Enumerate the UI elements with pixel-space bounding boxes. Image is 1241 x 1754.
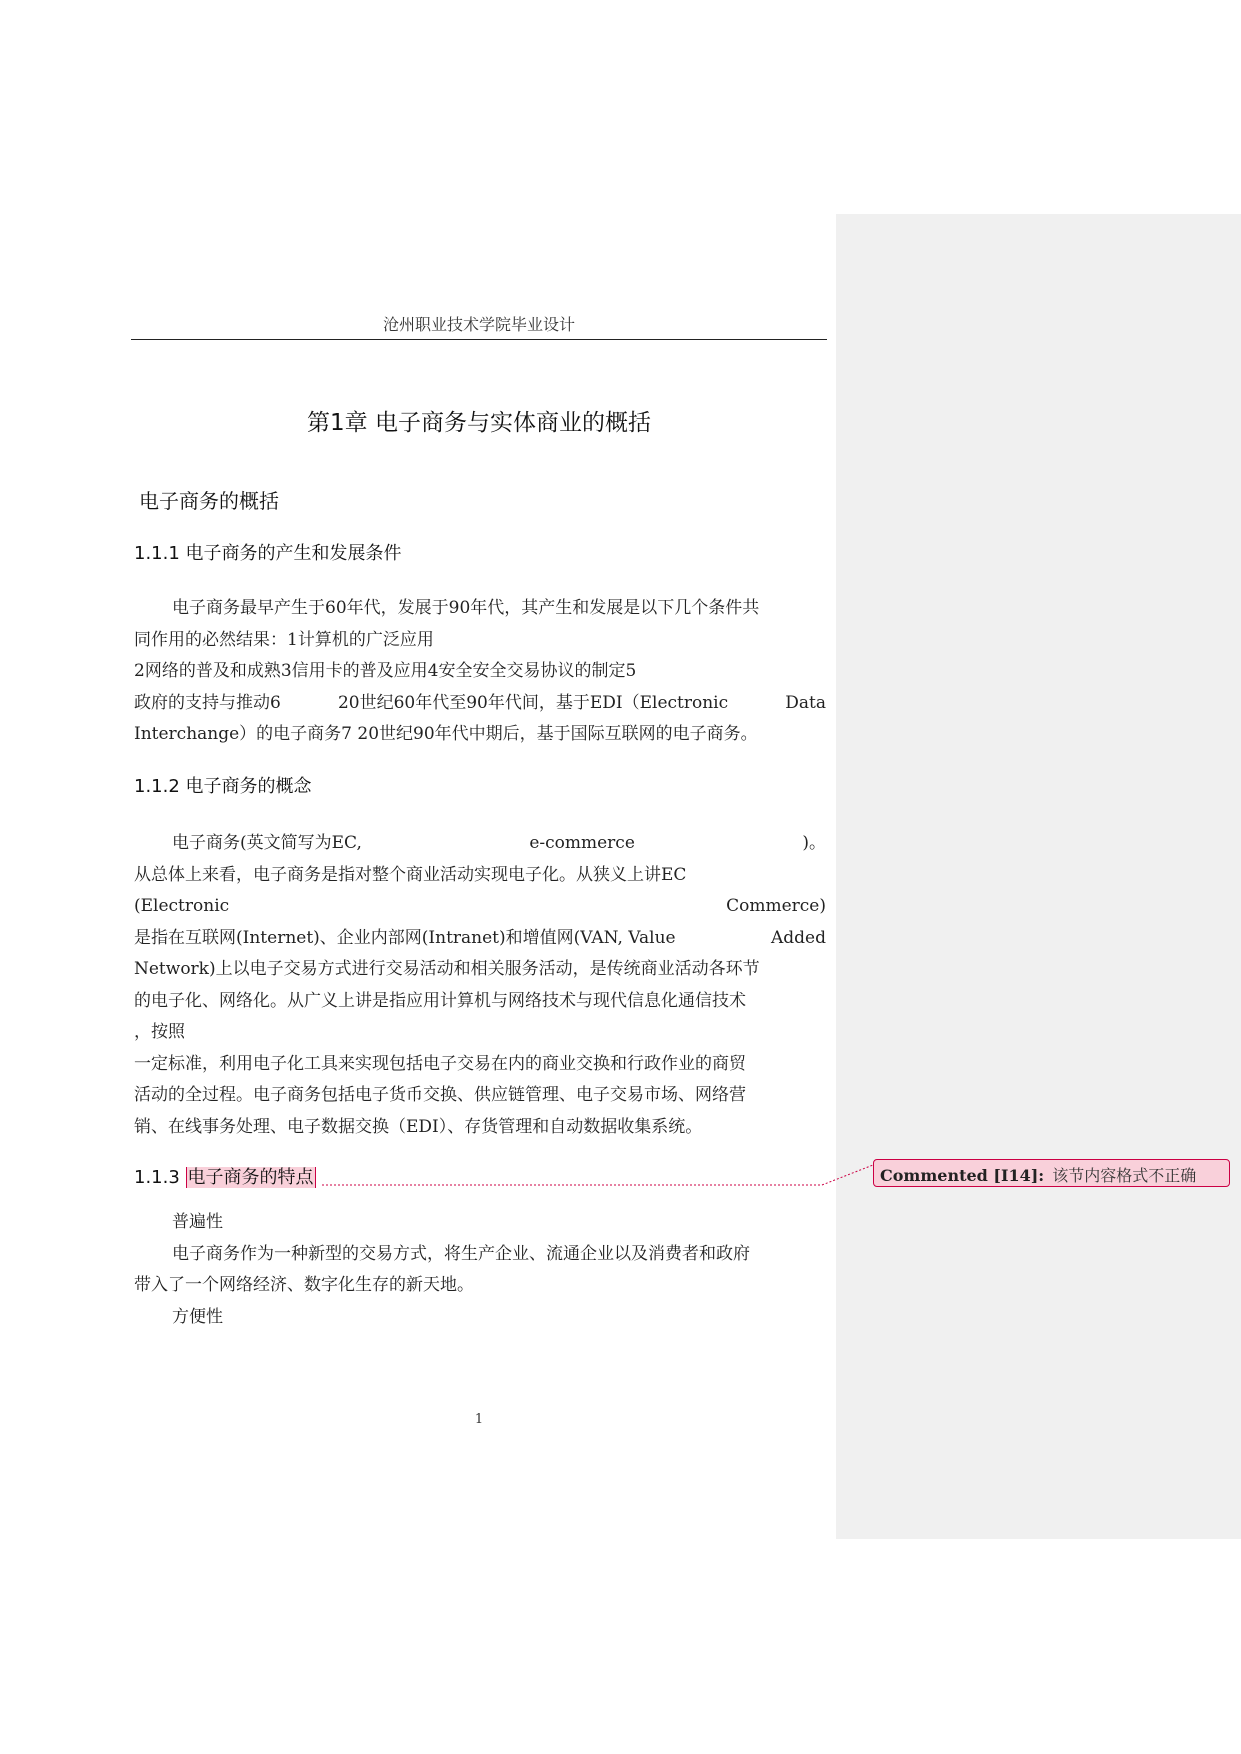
text-line: 普遍性 <box>172 1212 223 1232</box>
text-line: Interchange）的电子商务7 20世纪90年代中期后，基于国际互联网的电子商务。 <box>134 724 758 744</box>
text-line <box>134 891 826 923</box>
text-segment: (Electronic <box>134 896 230 916</box>
comment-text: 该节内容格式不正确 <box>1052 1166 1197 1185</box>
paragraph-conditions <box>134 593 826 751</box>
paragraph-features <box>134 1207 826 1333</box>
text-segment: Added <box>771 927 826 948</box>
comment-markup-pane <box>836 214 1241 1539</box>
text-segment: Commerce) <box>726 896 826 916</box>
comment-label: Commented [I14]: <box>880 1166 1045 1185</box>
section-title: 电子商务的概括 <box>139 489 279 513</box>
paragraph-concept <box>134 828 826 1143</box>
text-line: 带入了一个网络经济、数字化生存的新天地。 <box>134 1275 474 1295</box>
text-line: 2网络的普及和成熟3信用卡的普及应用4安全安全交易协议的制定5 <box>134 661 637 681</box>
text-line <box>134 688 826 720</box>
subsection-title-1-1-2: 1.1.2 电子商务的概念 <box>134 776 312 797</box>
text-line: Network)上以电子交易方式进行交易活动和相关服务活动，是传统商业活动各环节 <box>134 959 760 979</box>
chapter-title: 第1章 电子商务与实体商业的概括 <box>307 410 651 436</box>
text-line: 电子商务作为一种新型的交易方式，将生产企业、流通企业以及消费者和政府 <box>172 1243 750 1264</box>
text-segment: 电子商务(英文简写为EC, <box>172 833 362 853</box>
text-line <box>134 923 826 955</box>
comment-balloon[interactable] <box>873 1159 1230 1187</box>
subsection-title-1-1-1: 1.1.1 电子商务的产生和发展条件 <box>134 543 402 564</box>
text-segment: )。 <box>802 833 826 853</box>
text-segment: 20世纪60年代至90年代间，基于EDI（Electronic <box>337 692 729 713</box>
text-segment: 是指在互联网(Internet)、企业内部网(Intranet)和增值网(VAN, Value <box>134 927 676 948</box>
page-number: 1 <box>474 1412 484 1427</box>
text-line <box>134 828 826 860</box>
text-line: 方便性 <box>172 1306 223 1327</box>
commented-text-highlight[interactable]: 电子商务的特点 <box>187 1167 314 1188</box>
text-line: 同作用的必然结果：1计算机的广泛应用 <box>134 629 434 650</box>
text-segment: Data <box>785 692 826 713</box>
page-header: 沧州职业技术学院毕业设计 <box>131 312 827 340</box>
text-line: 一定标准，利用电子化工具来实现包括电子交易在内的商业交换和行政作业的商贸 <box>134 1053 746 1074</box>
text-line: ，按照 <box>134 1022 185 1042</box>
text-line: 电子商务最早产生于60年代，发展于90年代，其产生和发展是以下几个条件共 <box>172 598 760 618</box>
text-segment: e-commerce <box>529 833 635 853</box>
text-line: 销、在线事务处理、电子数据交换（EDI）、存货管理和自动数据收集系统。 <box>134 1116 703 1137</box>
text-line: 活动的全过程。电子商务包括电子货币交换、供应链管理、电子交易市场、网络营 <box>134 1085 746 1105</box>
subsection-number: 1.1.3 <box>134 1167 180 1188</box>
text-line: 的电子化、网络化。从广义上讲是指应用计算机与网络技术与现代信息化通信技术 <box>134 990 746 1011</box>
subsection-title-1-1-3 <box>134 1163 316 1189</box>
text-segment: 政府的支持与推动6 <box>134 692 281 713</box>
text-line: 从总体上来看，电子商务是指对整个商业活动实现电子化。从狭义上讲EC <box>134 864 687 885</box>
